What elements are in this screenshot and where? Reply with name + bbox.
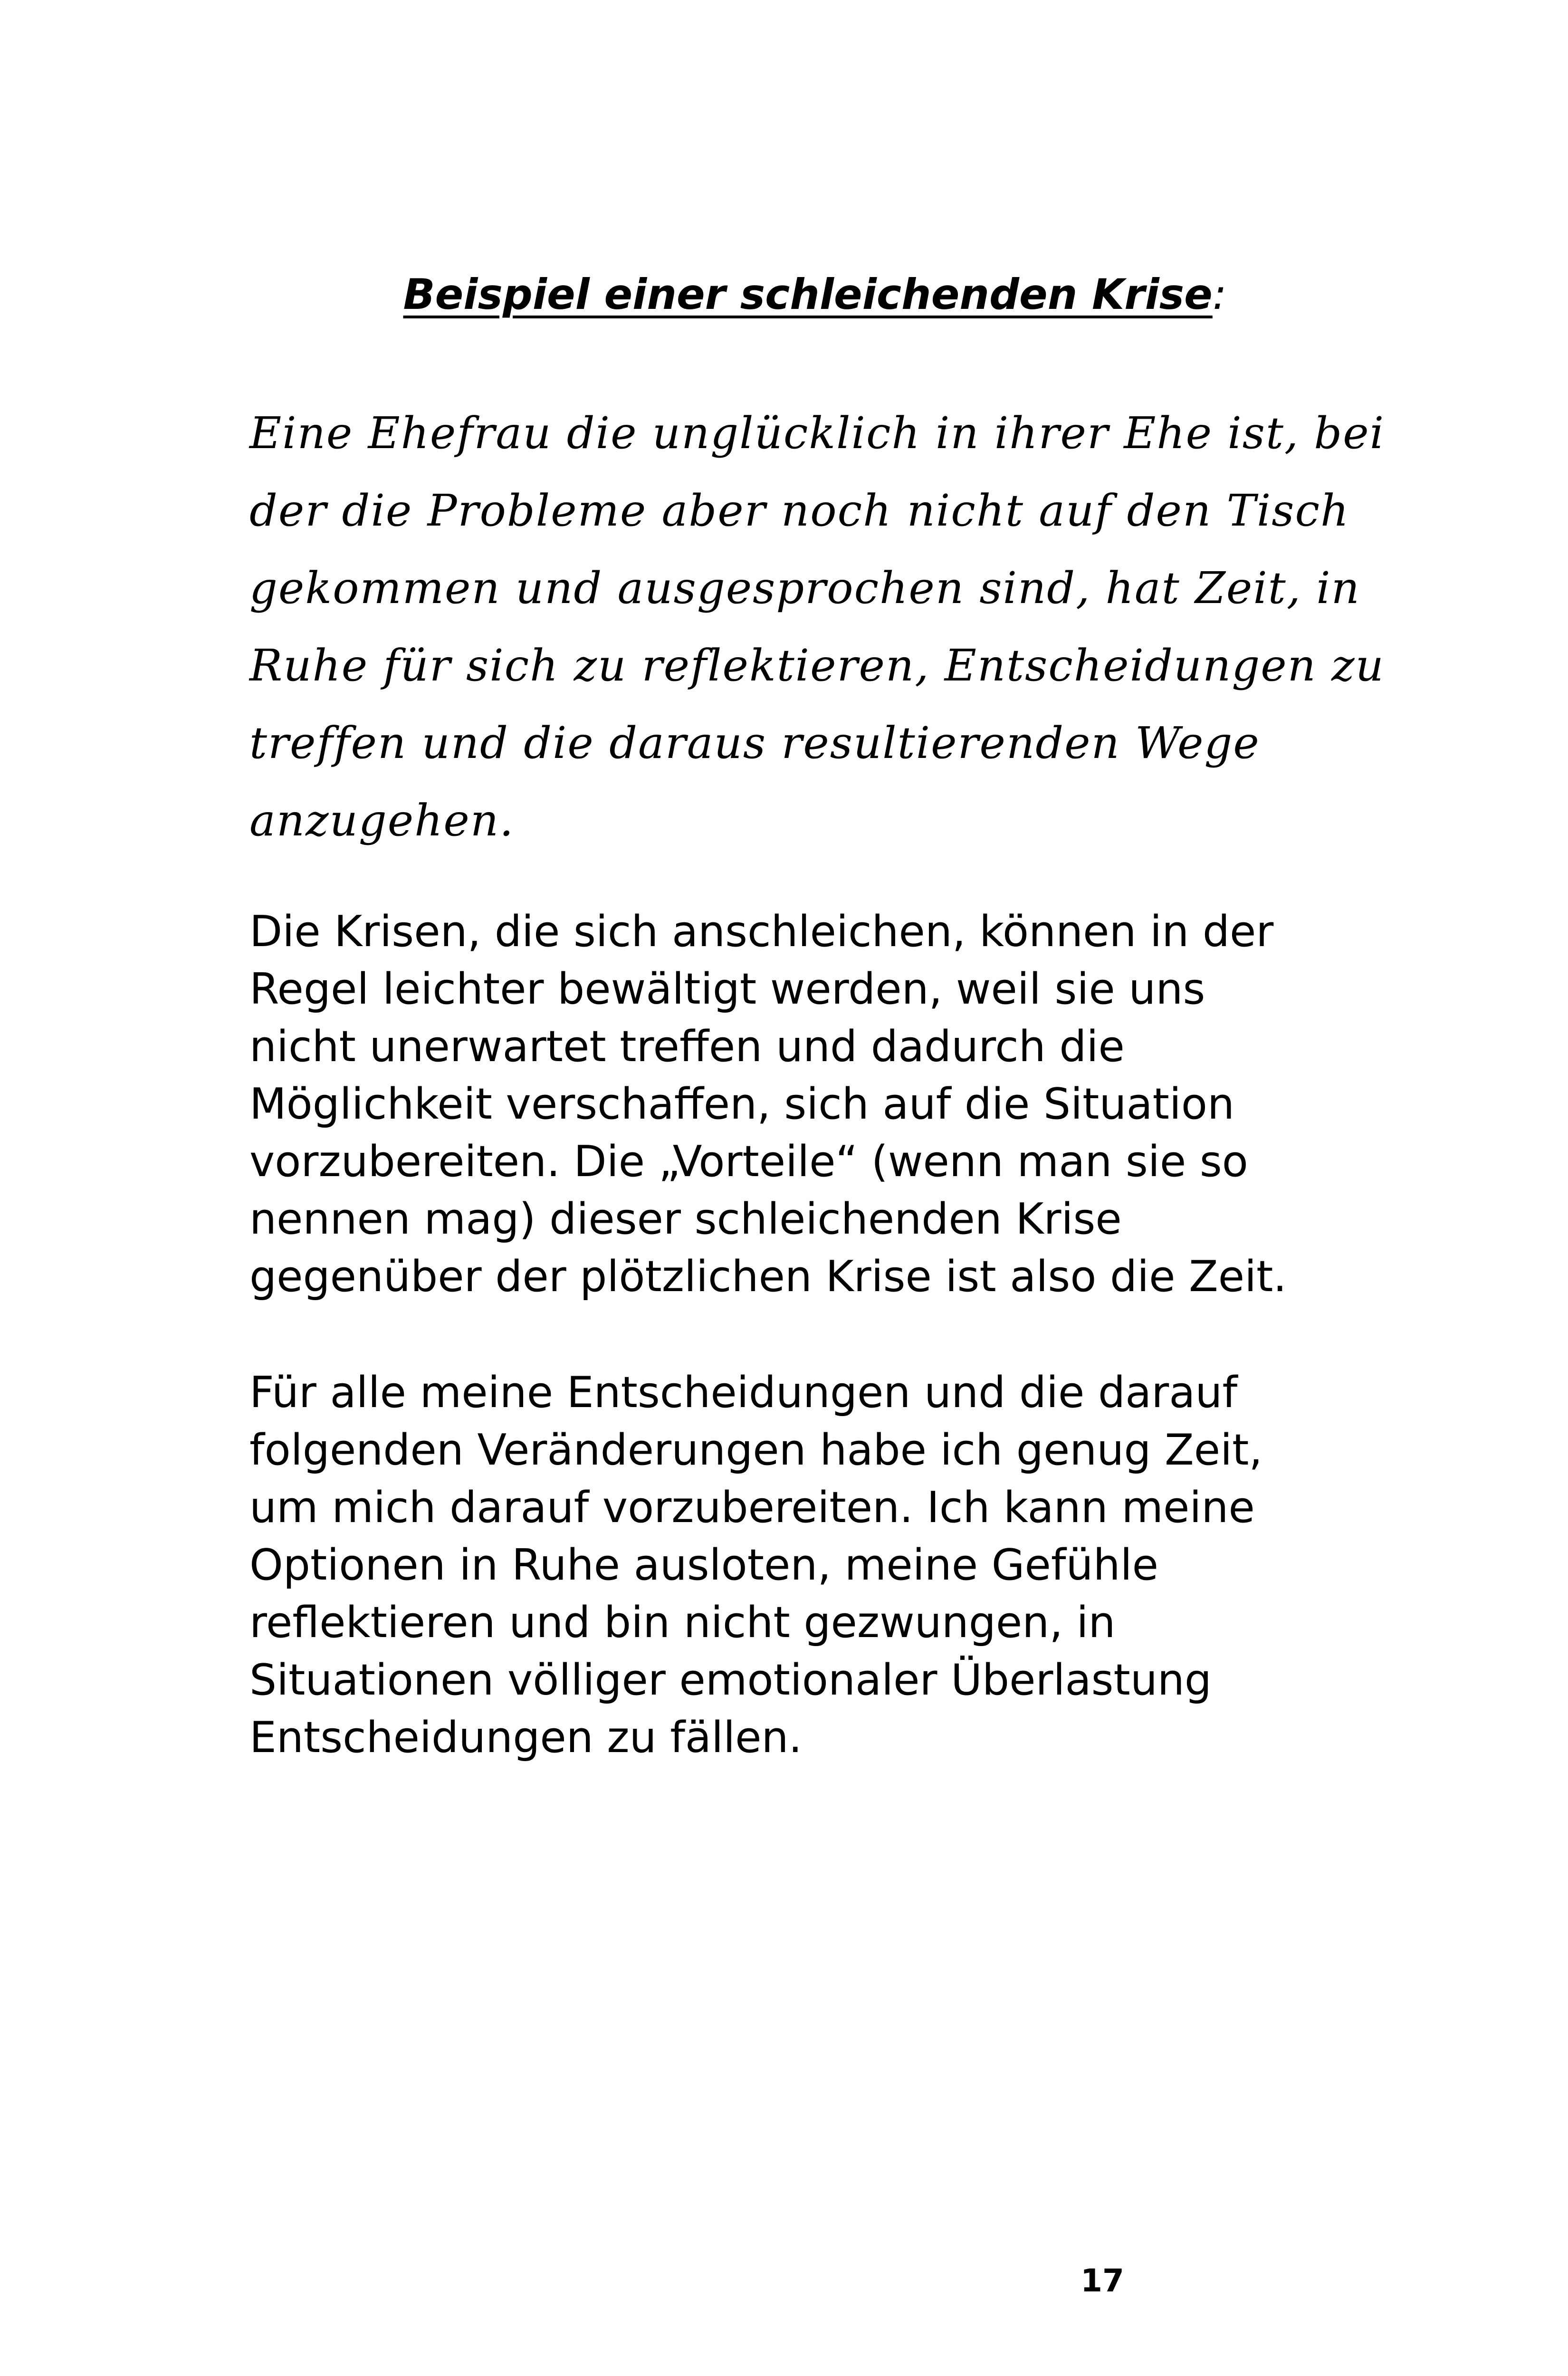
paragraph-line: Entscheidungen zu fällen. <box>249 1713 803 1763</box>
quote-line: gekommen und ausgesprochen sind, hat Zeit, in <box>249 563 1360 613</box>
paragraph-line: Optionen in Ruhe ausloten, meine Gefühle <box>249 1540 1158 1590</box>
paragraph-line: um mich darauf vorzubereiten. Ich kann meine <box>249 1483 1255 1533</box>
section-heading-title: Beispiel einer schleichenden Krise <box>403 270 1213 319</box>
paragraph-line: vorzubereiten. Die „Vorteile“ (wenn man sie so <box>249 1137 1248 1187</box>
paragraph-line: reflektieren und bin nicht gezwungen, in <box>249 1598 1116 1648</box>
paragraph-line: nicht unerwartet treffen und dadurch die <box>249 1022 1125 1072</box>
body-paragraph-2 <box>249 1364 1414 1766</box>
section-heading <box>252 266 1378 323</box>
paragraph-line: Möglichkeit verschaffen, sich auf die Situation <box>249 1079 1235 1129</box>
quote-line: treffen und die daraus resultierenden Wege <box>249 718 1260 768</box>
body-paragraph-1 <box>249 903 1414 1305</box>
quote-line: anzugehen. <box>249 795 515 846</box>
paragraph-line: gegenüber der plötzlichen Krise ist also die Zeit. <box>249 1252 1287 1302</box>
paragraph-line: Regel leichter bewältigt werden, weil sie uns <box>249 964 1205 1014</box>
paragraph-line: Die Krisen, die sich anschleichen, können in der <box>249 907 1274 957</box>
quote-line: der die Probleme aber noch nicht auf den Tisch <box>249 485 1350 536</box>
example-quote <box>249 394 1414 859</box>
quote-line: Ruhe für sich zu reflektieren, Entscheidungen zu <box>249 640 1385 691</box>
quote-line: Eine Ehefrau die unglücklich in ihrer Ehe ist, bei <box>249 408 1385 459</box>
paragraph-line: Situationen völliger emotionaler Überlastung <box>249 1655 1212 1705</box>
page-number: 17 <box>1080 2262 1124 2299</box>
paragraph-line: folgenden Veränderungen habe ich genug Zeit, <box>249 1425 1263 1475</box>
paragraph-line: nennen mag) dieser schleichenden Krise <box>249 1194 1122 1244</box>
paragraph-line: Für alle meine Entscheidungen und die darauf <box>249 1368 1238 1418</box>
section-heading-colon: : <box>1212 270 1227 319</box>
